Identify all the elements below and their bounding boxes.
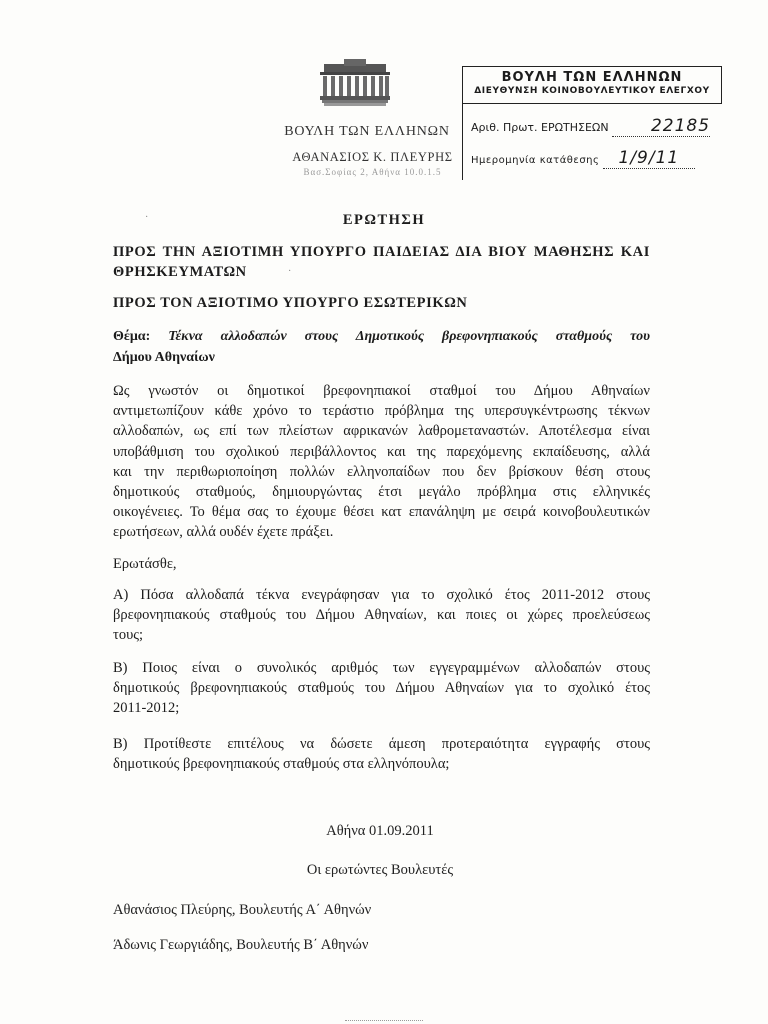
- intro-line: ερωτήσεων, αλλά ουδέν έχετε πράξει.: [113, 524, 334, 541]
- stamp-subtitle: ΔΙΕΥΘΥΝΣΗ ΚΟΙΝΟΒΟΥΛΕΥΤΙΚΟΥ ΕΛΕΓΧΟΥ: [474, 86, 710, 96]
- stamp-title: ΒΟΥΛΗ ΤΩΝ ΕΛΛΗΝΩΝ: [501, 70, 683, 85]
- stamp-protocol-label: Αριθ. Πρωτ. ΕΡΩΤΗΣΕΩΝ: [471, 121, 609, 134]
- scan-speck: ·: [145, 212, 149, 223]
- intro-line: δημοτικούς σταθμούς, δημιουργώντας έτσι μεγάλο πρόβλημα στις ελληνικές: [113, 483, 650, 500]
- question-b-line: 2011-2012;: [113, 700, 180, 717]
- ask-line: Ερωτάσθε,: [113, 556, 177, 572]
- letterhead-address: Βασ.Σοφίας 2, Αθήνα 10.0.1.5: [303, 167, 442, 177]
- subject-line-2: [113, 350, 215, 366]
- intro-line: αλλοδαπών, ως επί των πλείστων αφρικανών λαθρομεταναστών. Αποτέλεσμα είναι: [113, 423, 650, 440]
- page-bottom-mark: [345, 1019, 423, 1021]
- place-date: Αθήνα 01.09.2011: [326, 823, 434, 839]
- signer-1: Αθανάσιος Πλεύρης, Βουλευτής Α΄ Αθηνών: [113, 902, 372, 918]
- intro-paragraph: [113, 381, 650, 543]
- subject-line-1: [113, 329, 650, 345]
- registry-stamp: [462, 66, 722, 104]
- stamp-fields: [462, 104, 721, 180]
- stamp-protocol-row: [471, 116, 710, 137]
- question-b: [113, 658, 650, 719]
- intro-line: αντιμετωπίζουν κάθε χρόνο το τεράστιο πρόβλημα της υπερσυγκέντρωσης τέκνων: [113, 403, 650, 420]
- document-title: ΕΡΩΤΗΣΗ: [342, 212, 426, 228]
- addressee-2: ΠΡΟΣ ΤΟΝ ΑΞΙΟΤΙΜΟ ΥΠΟΥΡΓΟ ΕΣΩΤΕΡΙΚΩΝ: [113, 295, 468, 311]
- question-a: [113, 585, 650, 646]
- letterhead-mp-name: ΑΘΑΝΑΣΙΟΣ Κ. ΠΛΕΥΡΗΣ: [292, 150, 453, 164]
- question-c-line: Β) Προτίθεστε επιτέλους να δώσετε άμεση προτεραιότητα εγγραφής στους: [113, 736, 650, 752]
- stamp-protocol-number: 22185: [650, 116, 711, 136]
- parliament-emblem-icon: [320, 58, 390, 106]
- signer-2: Άδωνις Γεωργιάδης, Βουλευτής Β΄ Αθηνών: [113, 937, 369, 953]
- question-a-line: Α) Πόσα αλλοδαπά τέκνα ενεγράφησαν για το σχολικό έτος 2011-2012 στους: [113, 587, 650, 603]
- subject-text-1: Τέκνα αλλοδαπών στους Δημοτικούς βρεφονηπιακούς σταθμούς του: [168, 329, 651, 344]
- question-a-line: βρεφονηπιακούς σταθμούς του Δήμου Αθηναίων, και ποιες οι χώρες προελεύσεως: [113, 607, 650, 624]
- subject-label: Θέμα:: [113, 329, 151, 344]
- intro-line: Ως γνωστόν οι δημοτικοί βρεφονηπιακοί σταθμοί του Δήμου Αθηναίων: [113, 383, 650, 399]
- subject-text-2: Δήμου Αθηναίων: [113, 350, 215, 365]
- question-b-line: δημοτικούς βρεφονηπιακούς σταθμούς του Δήμου Αθηναίων για το σχολικό έτος: [113, 680, 650, 697]
- askers-label: Οι ερωτώντες Βουλευτές: [306, 862, 454, 878]
- scan-speck: ·: [288, 266, 292, 277]
- question-c-line: δημοτικούς βρεφονηπιακούς σταθμούς στα ελληνόπουλα;: [113, 756, 450, 773]
- question-b-line: Β) Ποιος είναι ο συνολικός αριθμός των εγγεγραμμένων αλλοδαπών στους: [113, 660, 650, 676]
- letterhead-org: ΒΟΥΛΗ ΤΩΝ ΕΛΛΗΝΩΝ: [284, 124, 450, 139]
- stamp-date-label: Ημερομηνία κατάθεσης: [471, 155, 600, 166]
- question-c: [113, 734, 650, 774]
- addressee-1-line-1: ΠΡΟΣ ΤΗΝ ΑΞΙΟΤΙΜΗ ΥΠΟΥΡΓΟ ΠΑΙΔΕΙΑΣ ΔΙΑ ΒΙΟΥ ΜΑΘΗΣΗΣ ΚΑΙ: [113, 244, 650, 260]
- intro-line: υποβάθμιση του σχολικού περιβάλλοντος και της παρεχόμενης εκπαίδευσης, αλλά: [113, 443, 650, 460]
- intro-line: και την περιθωριοποίηση πολλών ελληνοπαίδων που δεν βρίσκουν θέση στους: [113, 463, 650, 480]
- addressee-1-line-2: ΘΡΗΣΚΕΥΜΑΤΩΝ: [113, 264, 247, 280]
- question-a-line: τους;: [113, 627, 144, 644]
- stamp-date-row: [471, 148, 695, 169]
- stamp-date-value: 1/9/11: [618, 148, 680, 168]
- intro-line: οικογένειες. Το θέμα σας το έχουμε θέσει κατ επανάληψη με σειρά κοινοβουλευτικών: [113, 504, 650, 521]
